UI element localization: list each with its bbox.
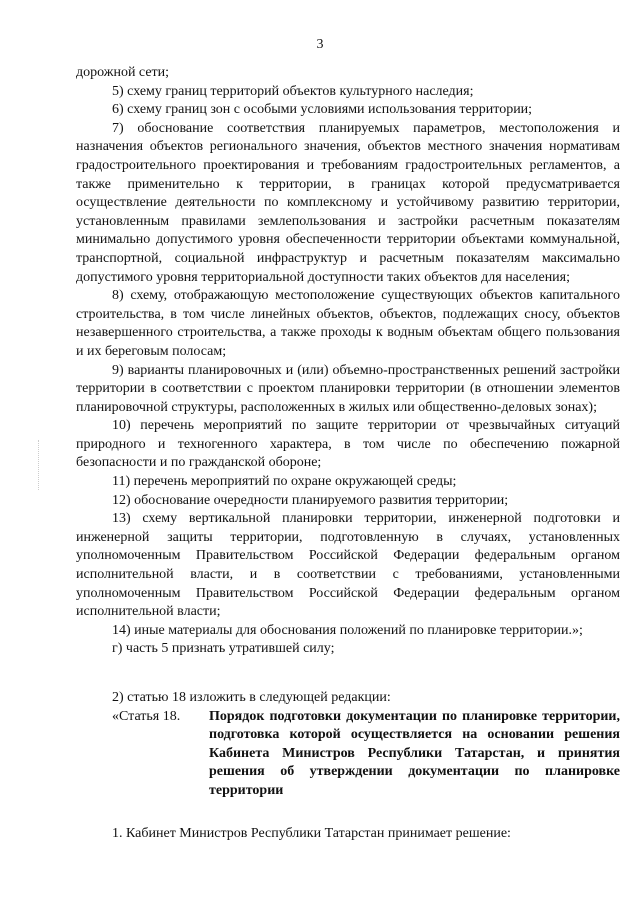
list-item-14: 14) иные материалы для обоснования положений по планировке территории.»; [112, 622, 583, 638]
article-paragraph-1: 1. Кабинет Министров Республики Татарстан принимает решение: [112, 825, 511, 841]
subitem-g: г) часть 5 признать утратившей силу; [112, 641, 335, 657]
list-item-11: 11) перечень мероприятий по охране окружающей среды; [112, 474, 457, 490]
list-item-8: 8) схему, отображающую местоположение существующих объектов капитального строительства, в том числе линейных объектов, объектов, подлежащих сносу, объектов незавершенного строительства, а также проходы к водным объектам общего пользования и их береговым полосам; [76, 288, 620, 359]
list-item-5: 5) схему границ территорий объектов культурного наследия; [112, 83, 474, 99]
page-number: 3 [316, 37, 324, 52]
list-item-6: 6) схему границ зон с особыми условиями использования территории; [112, 102, 533, 118]
paragraph-continuation: дорожной сети; [76, 65, 170, 80]
list-item-12: 12) обоснование очередности планируемого развития территории; [112, 492, 509, 508]
list-item-7: 7) обоснование соответствия планируемых параметров, местоположения и назначения объектов регионального значения, объектов местного значения нормативам градостроительного проектирования и требованиям градостроительных регламентов, а также применительно к территории, в границах которой предусматривается осуществление деятельности по комплексному и устойчивому развитию территории, установленным правилами землепользования и застройки расчетным показателям минимально допустимого уровня обеспеченности территории объектами коммунальной, транспортной, социальной инфраструктур и расчетным показателям максимально допустимого уровня территориальной доступности таких объектов для населения; [76, 120, 620, 285]
article-label: «Статья 18. [112, 708, 181, 724]
scan-artifact [38, 440, 41, 490]
list-item-10: 10) перечень мероприятий по защите территории от чрезвычайных ситуаций природного и техногенного характера, в том числе по обеспечению пожарной безопасности и по гражданской обороне; [76, 418, 620, 471]
item-2-intro: 2) статью 18 изложить в следующей редакции: [112, 690, 391, 705]
document-body [76, 64, 620, 843]
list-item-9: 9) варианты планировочных и (или) объемно-пространственных решений застройки территории в соответствии с проектом планировки территории (в отношении элементов планировочной структуры, расположенных в жилых или общественно-деловых зонах); [76, 362, 620, 415]
article-title: Порядок подготовки документации по планировке территории, подготовка которой осуществляется на основании решения Кабинета Министров Республики Татарстан, и принятия решения об утверждении документации по планировке территории [209, 708, 620, 798]
article-heading [76, 708, 620, 801]
list-item-13: 13) схему вертикальной планировки территории, инженерной подготовки и инженерной защиты территории, подготовленную в случаях, установленных уполномоченным Правительством Российской Федерации федеральным органом исполнительной власти, и в соответствии с требованиями, установленными уполномоченным Правительством Российской Федерации федеральным органом исполнительной власти; [76, 511, 620, 620]
